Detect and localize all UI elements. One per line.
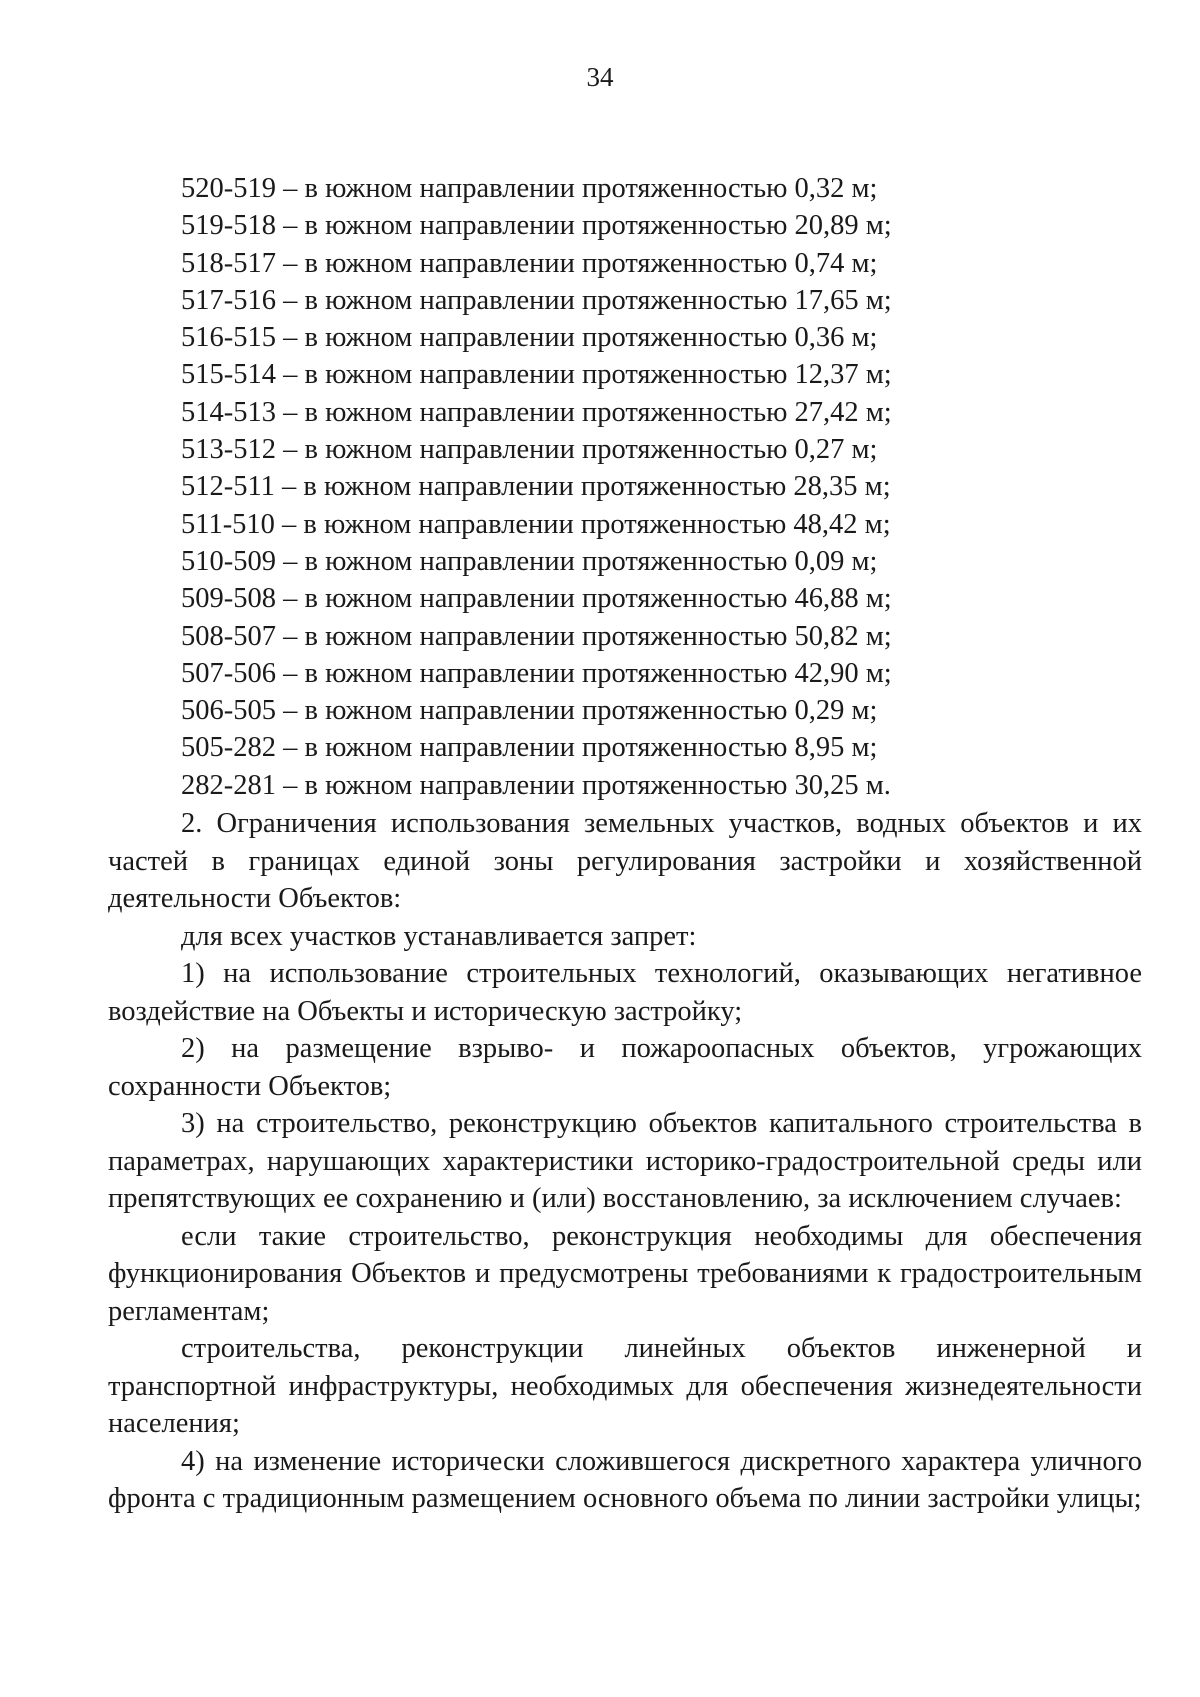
segment-line: 518-517 – в южном направлении протяженностью 0,74 м; (181, 247, 878, 279)
segment-line: 505-282 – в южном направлении протяженностью 8,95 м; (181, 732, 878, 764)
segment-line: 506-505 – в южном направлении протяженностью 0,29 м; (181, 695, 878, 727)
segment-line: 510-509 – в южном направлении протяженностью 0,09 м; (181, 545, 878, 577)
segment-line: 515-514 – в южном направлении протяженностью 12,37 м; (181, 359, 892, 391)
prohibition-item-4: 4) на изменение исторически сложившегося дискретного характера уличного фронта с традиционным размещением основного объема по линии застройки улицы; (108, 1445, 1142, 1514)
segment-line: 511-510 – в южном направлении протяженностью 48,42 м; (181, 508, 891, 540)
segment-line: 282-281 – в южном направлении протяженностью 30,25 м. (181, 769, 891, 801)
exception-paragraph-2: строительства, реконструкции линейных объектов инженерной и транспортной инфраструктуры, необходимых для обеспечения жизнедеятельности населения; (108, 1333, 1142, 1439)
segment-line: 508-507 – в южном направлении протяженностью 50,82 м; (181, 620, 892, 652)
restrictions-section (108, 805, 1142, 1518)
section-heading-paragraph: 2. Ограничения использования земельных участков, водных объектов и их частей в границах единой зоны регулирования застройки и хозяйственной деятельности Объектов: (108, 808, 1142, 914)
prohibition-item-1: 1) на использование строительных технологий, оказывающих негативное воздействие на Объекты и историческую застройку; (108, 958, 1142, 1027)
segment-line: 519-518 – в южном направлении протяженностью 20,89 м; (181, 210, 892, 242)
prohibition-item-2: 2) на размещение взрыво- и пожароопасных объектов, угрожающих сохранности Объектов; (108, 1033, 1142, 1102)
page-number: 34 (586, 62, 614, 92)
segment-line: 512-511 – в южном направлении протяженностью 28,35 м; (181, 471, 891, 503)
segment-line: 509-508 – в южном направлении протяженностью 46,88 м; (181, 583, 892, 615)
prohibition-intro-paragraph: для всех участков устанавливается запрет: (181, 920, 697, 952)
exception-paragraph-1: если такие строительство, реконструкция необходимы для обеспечения функционирования Объектов и предусмотрены требованиями к градостроительным регламентам; (108, 1220, 1142, 1327)
segment-line: 520-519 – в южном направлении протяженностью 0,32 м; (181, 173, 878, 204)
boundary-segment-list (181, 170, 1081, 804)
segment-line: 517-516 – в южном направлении протяженностью 17,65 м; (181, 284, 892, 316)
segment-line: 513-512 – в южном направлении протяженностью 0,27 м; (181, 434, 878, 466)
prohibition-item-3: 3) на строительство, реконструкцию объектов капитального строительства в параметрах, нарушающих характеристики историко-градостроительной среды или препятствующих ее сохранению и (или) восстановлению, за исключением случаев: (108, 1108, 1142, 1214)
segment-line: 516-515 – в южном направлении протяженностью 0,36 м; (181, 322, 878, 354)
segment-line: 514-513 – в южном направлении протяженностью 27,42 м; (181, 396, 892, 428)
segment-line: 507-506 – в южном направлении протяженностью 42,90 м; (181, 657, 892, 689)
